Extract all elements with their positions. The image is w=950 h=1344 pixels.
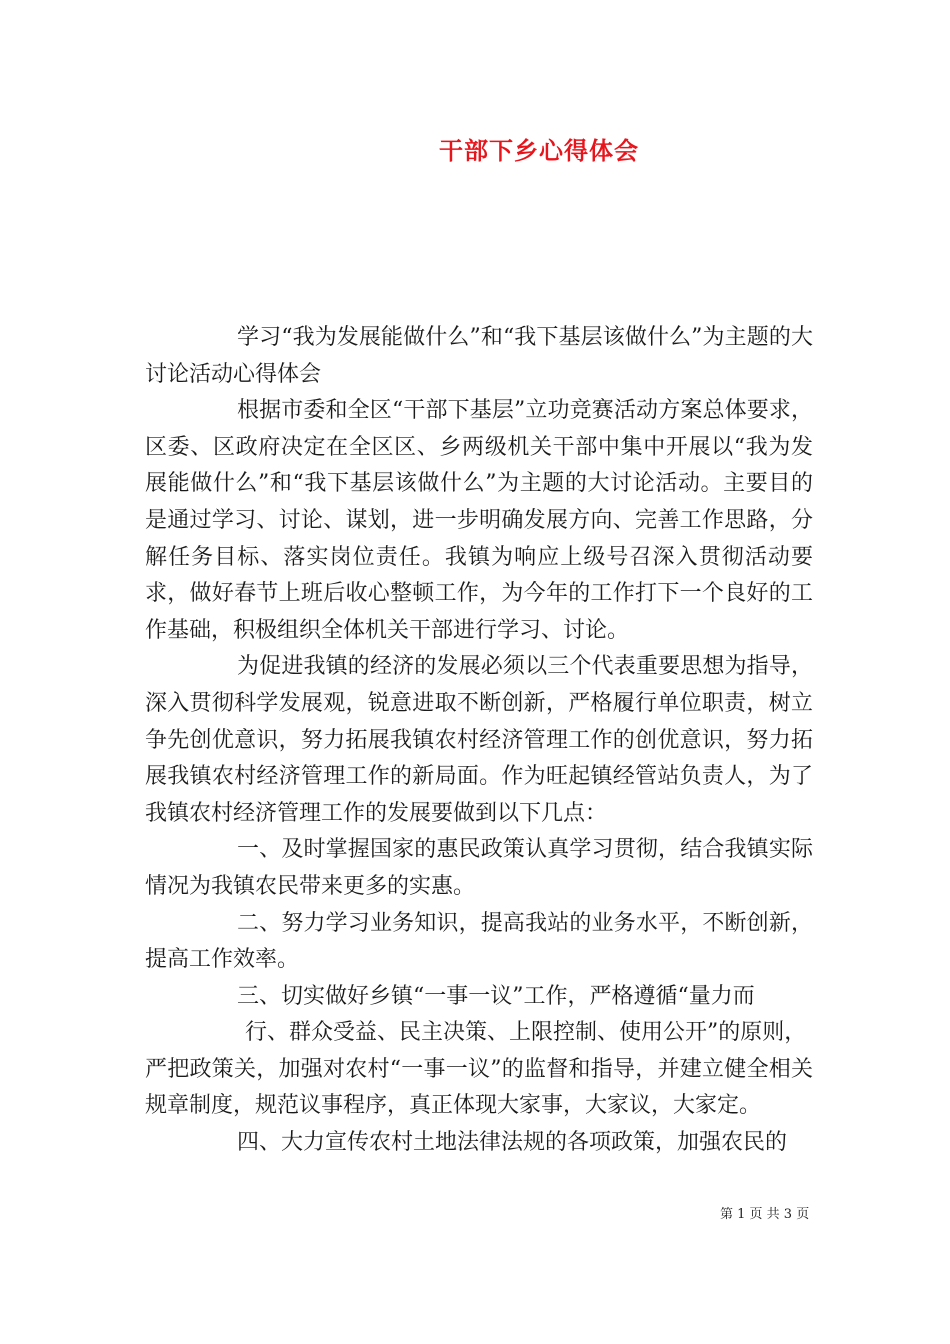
paragraph-point-3: 三、切实做好乡镇“一事一议”工作，严格遵循“量力而 xyxy=(237,983,755,1009)
paragraph-point-3-continued: 严把政策关，加强对农村“一事一议”的监督和指导，并建立健全相关规章制度，规范议事程序，真正体现大家事，大家议，大家定。 xyxy=(145,1056,813,1119)
paragraph-subtitle: 学习“我为发展能做什么”和“我下基层该做什么”为主题的大讨论活动心得体会 xyxy=(145,325,813,387)
paragraph-point-1: 一、及时掌握国家的惠民政策认真学习贯彻，结合我镇实际情况为我镇农民带来更多的实惠。 xyxy=(145,837,813,899)
page-footer: 第 1 页 共 3 页 xyxy=(720,1207,810,1222)
paragraph-point-3-line-2: 行、群众受益、民主决策、上限控制、使用公开”的原则， xyxy=(245,1020,807,1046)
document-body xyxy=(145,320,813,1162)
paragraph-background: 根据市委和全区“干部下基层”立功竞赛活动方案总体要求，区委、区政府决定在全区区、乡两级机关干部中集中开展以“我为发展能做什么”和“我下基层该做什么”为主题的大讨论活动。主要目的是通过学习、讨论、谋划，进一步明确发展方向、完善工作思路，分解任务目标、落实岗位责任。我镇为响应上级号召深入贯彻活动要求，做好春节上班后收心整顿工作，为今年的工作打下一个良好的工作基础，积极组织全体机关干部进行学习、讨论。 xyxy=(145,398,813,643)
paragraph-point-4: 四、大力宣传农村土地法律法规的各项政策，加强农民的 xyxy=(237,1130,788,1156)
document-title: 干部下乡心得体会 xyxy=(439,136,639,165)
paragraph-guidance: 为促进我镇的经济的发展必须以三个代表重要思想为指导，深入贯彻科学发展观，锐意进取不断创新，严格履行单位职责，树立争先创优意识，努力拓展我镇农村经济管理工作的创优意识，努力拓展我镇农村经济管理工作的新局面。作为旺起镇经管站负责人，为了我镇农村经济管理工作的发展要做到以下几点： xyxy=(145,654,813,826)
paragraph-point-2: 二、努力学习业务知识，提高我站的业务水平，不断创新，提高工作效率。 xyxy=(145,910,813,973)
